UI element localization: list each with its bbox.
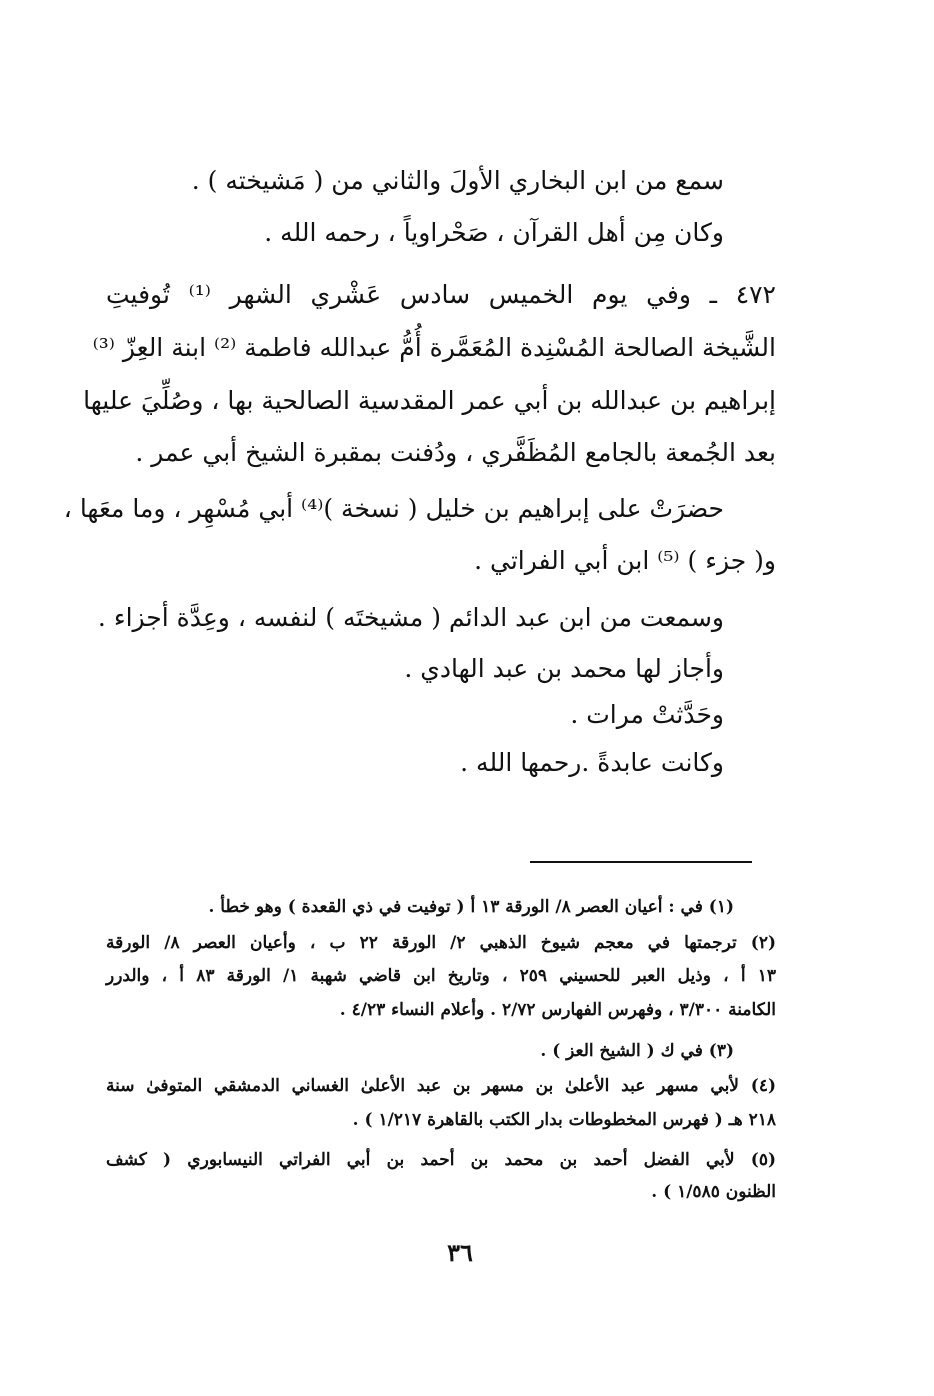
footnote-2-line-3: الكامنة ٣/٣٠٠ ، وفهرس الفهارس ٢/٧٢ . وأعلام النساء ٤/٢٣ .: [339, 1000, 776, 1020]
footnote-1: (١) في : أعيان العصر ٨/ الورقة ١٣ أ ( توفيت في ذي القعدة ) وهو خطأ .: [208, 897, 734, 917]
footnote-2-line-1: (٢) ترجمتها في معجم شيوخ الذهبي ٢/ الورقة ٢٢ ب ، وأعيان العصر ٨/ الورقة: [106, 933, 777, 953]
entry-472-line-1: ٤٧٢ ـ وفي يوم الخميس سادس عَشْري الشهر ⁽¹⁾ تُوفيتِ: [106, 280, 776, 309]
body-line-8: و( جزء ) ⁽⁵⁾ ابن أبي الفراتي .: [474, 546, 776, 575]
entry-472-line-4: بعد الجُمعة بالجامع المُظَفَّري ، ودُفنت بمقبرة الشيخ أبي عمر .: [135, 438, 776, 467]
body-line-11: وحَدَّثتْ مرات .: [570, 700, 724, 729]
body-line-10: وأجاز لها محمد بن عبد الهادي .: [404, 654, 724, 683]
footnote-2-line-2: ١٣ أ ، وذيل العبر للحسيني ٢٥٩ ، وتاريخ ابن قاضي شهبة ١/ الورقة ٨٣ أ ، والدرر: [106, 966, 776, 986]
footnote-4-line-2: ٢١٨ هـ ( فهرس المخطوطات بدار الكتب بالقاهرة ١/٢١٧ ) .: [352, 1110, 776, 1130]
footnote-4-line-1: (٤) لأبي مسهر عبد الأعلىٰ بن مسهر بن عبد الأعلىٰ الغساني الدمشقي المتوفىٰ سنة: [106, 1076, 776, 1096]
body-line-2: وكان مِن أهل القرآن ، صَحْراوياً ، رحمه الله .: [264, 218, 724, 247]
body-line-9: وسمعت من ابن عبد الدائم ( مشيختَه ) لنفسه ، وعِدَّة أجزاء .: [97, 603, 724, 632]
body-line-12: وكانت عابدةً .رحمها الله .: [460, 748, 724, 777]
footnote-5-line-2: الظنون ١/٥٨٥ ) .: [651, 1182, 776, 1202]
page-number: ٣٦: [447, 1238, 473, 1267]
footnote-separator: [530, 861, 752, 863]
entry-472-line-2: الشَّيخة الصالحة المُسْنِدة المُعَمَّرة أُمُّ عبدالله فاطمة ⁽²⁾ ابنة العِزّ ⁽³⁾: [92, 333, 776, 362]
footnote-3: (٣) في ك ( الشيخ العز ) .: [540, 1041, 734, 1061]
entry-472-line-3: إبراهيم بن عبدالله بن أبي عمر المقدسية الصالحية بها ، وصُلِّيَ عليها: [83, 386, 776, 415]
footnote-5-line-1: (٥) لأبي الفضل أحمد بن محمد بن أحمد بن أبي الفراتي النيسابوري ( كشف: [106, 1150, 776, 1170]
body-line-7: حضرَتْ على إبراهيم بن خليل ( نسخة )⁽⁴⁾ أبي مُسْهِر ، وما معَها ،: [63, 494, 724, 523]
body-line-1: سمع من ابن البخاري الأولَ والثاني من ( مَشيخته ) .: [191, 166, 724, 195]
